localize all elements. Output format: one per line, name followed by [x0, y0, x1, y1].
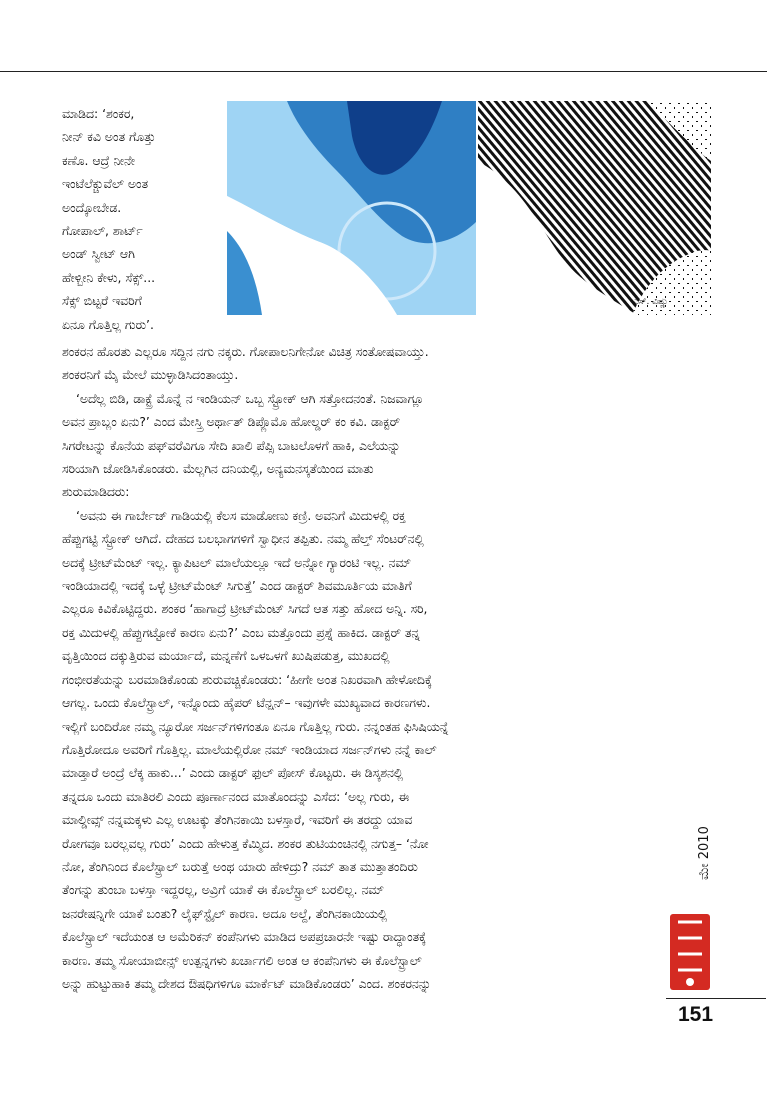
body-line: ಅನ್ನು ಹುಟ್ಟುಹಾಕಿ ತಮ್ಮ ದೇಶದ ಔಷಧಿಗಳಿಗೂ ಮಾರ್ಕೆಟ್ ಮಾಡಿಕೊಂಡರು’ ಎಂದ. ಶಂಕರನನ್ನು: [62, 976, 432, 991]
body-line: ಕಾರಣ. ತಮ್ಮ ಸೋಯಾಬೀನ್ಸ್ ಉತ್ಪನ್ನಗಳು ಖರ್ಚಾಗಲಿ ಅಂತ ಆ ಕಂಪೆನಿಗಳು ಈ ಕೊಲೆಸ್ಟ್ರಾಲ್: [62, 953, 422, 968]
body-line: ಇಂಡಿಯಾದಲ್ಲಿ ಇದಕ್ಕೆ ಒಳ್ಳೆ ಟ್ರೀಟ್‌ಮೆಂಟ್ ಸಿಗುತ್ತೆ’ ಎಂದ ಡಾಕ್ಟರ್ ಶಿವಮೂರ್ತಿಯ ಮಾತಿಗೆ: [62, 579, 412, 594]
body-line: ಗಂಭೀರತೆಯನ್ನು ಬರಮಾಡಿಕೊಂಡು ಶುರುವಚ್ಚಿಕೊಂಡರು: ‘ಹೀಗೇ ಅಂತ ನಿಖರವಾಗಿ ಹೇಳೋದಿಕ್ಕೆ: [62, 672, 433, 687]
body-line: ಆಗಲ್ಲ. ಒಂದು ಕೊಲೆಸ್ಟ್ರಾಲ್, ಇನ್ನೊಂದು ಹೈಪರ್ ಟೆನ್ಷನ್– ಇವುಗಳೇ ಮುಖ್ಯವಾದ ಕಾರಣಗಳು.: [62, 696, 431, 711]
side-line: ಅಂದ್ಕೋಬೇಡ.: [62, 199, 122, 215]
body-line: ಅದಕ್ಕೆ ಟ್ರೀಟ್‌ಮೆಂಟ್ ಇಲ್ಲ. ಕ್ಯಾಪಿಟಲ್ ಮಾಲೆಯಲ್ಲೂ ಇದೆ ಅನ್ನೋ ಗ್ಯಾರಂಟಿ ಇಲ್ಲ. ನಮ್: [62, 555, 411, 570]
body-line: ಶುರುಮಾಡಿದರು:: [62, 485, 130, 500]
body-line: ಶಂಕರನಿಗೆ ಮೈ ಮೇಲೆ ಮುಳ್ಳಾಡಿಸಿದಂತಾಯ್ತು.: [62, 368, 239, 383]
illustration-credit: ಎಸ್. ವಿಷ್ಣು: [633, 297, 669, 307]
page-number: 151: [678, 1003, 714, 1026]
side-line: ಅಂಡ್ ಸ್ವೀಟ್ ಆಗಿ: [62, 246, 135, 262]
footer-rule: [666, 998, 766, 999]
body-line: ಮಾಲ್ಡೀವ್ಸ್ ನನ್ನಮಕ್ಕಳು ಎಲ್ಲ ಊಟಕ್ಕು ತೆಂಗಿನಕಾಯಿ ಬಳಸ್ತಾರೆ, ಇವರಿಗೆ ಈ ತರದ್ದು ಯಾವ: [62, 813, 413, 828]
body-line: ಕೊಲೆಸ್ಟ್ರಾಲ್ ಇದೆಯಂತ ಆ ಅಮೆರಿಕನ್ ಕಂಪೆನಿಗಳು ಮಾಡಿದ ಅಪಪ್ರಚಾರನೇ ಇಷ್ಟು ರಾದ್ಧಾಂತಕ್ಕೆ: [62, 930, 427, 945]
side-line: ಏನೂ ಗೊತ್ತಿಲ್ಲ ಗುರು’.: [62, 316, 154, 332]
body-line: ಅವನ ಪ್ರಾಬ್ಲಂ ಏನು?’ ಎಂದ ಮೇಸ್ತ್ರಿ ಅರ್ಥಾತ್ ಡಿಪ್ಲೊಮೊ ಹೋಲ್ಡರ್ ಕಂ ಕವಿ. ಡಾಕ್ಟರ್: [62, 415, 401, 430]
side-line: ಕಣೊ. ಆದ್ರೆ ನೀನೇ: [62, 152, 135, 168]
issue-date: ಮೇ 2010: [697, 826, 712, 880]
side-column-text: [62, 102, 222, 336]
body-line: ಮಾಡ್ತಾರೆ ಅಂದ್ರೆ ಲೆಕ್ಕ ಹಾಕು...’ ಎಂದು ಡಾಕ್ಟರ್ ಫುಲ್ ಪೋಸ್ ಕೊಟ್ಟರು. ಈ ಡಿಸ್ಕಶನಲ್ಲಿ: [62, 766, 404, 781]
body-line: ‘ಅದೆಲ್ಲ ಬಿಡಿ, ಡಾಕ್ಟ್ರೆ ಮೊನ್ನೆ ನ ಇಂಡಿಯನ್ ಒಬ್ಬ ಸ್ಟ್ರೋಕ್ ಆಗಿ ಸತ್ತೋದನಂತೆ. ನಿಜವಾಗ್ಲೂ: [76, 391, 424, 406]
side-line: ಹೇಳ್ಬೀನಿ ಕೇಳು, ಸೆಕ್ಸ್...: [62, 269, 156, 285]
body-line: ಜನರೇಷನ್ನಿಗೇ ಯಾಕೆ ಬಂತು? ಲೈಫ್‌ಸ್ಟೈಲ್ ಕಾರಣ. ಅದೂ ಅಲ್ದೆ, ತೆಂಗಿನಕಾಯಿಯಲ್ಲಿ: [62, 906, 388, 921]
article-body: [62, 341, 658, 996]
side-line: ನೀನ್ ಕವಿ ಅಂತ ಗೊತ್ತು: [62, 129, 156, 145]
body-line: ವೃತ್ತಿಯಿಂದ ದಕ್ಕುತ್ತಿರುವ ಮರ್ಯಾದೆ, ಮನ್ನಣೆಗೆ ಒಳಒಳಗೆ ಖುಷಿಪಡುತ್ತ, ಮುಖದಲ್ಲಿ: [62, 649, 390, 664]
body-line: ಸಿಗರೇಟನ್ನು ಕೊನೆಯ ಪಫ್‌ವರೆವಿಗೂ ಸೇದಿ ಖಾಲಿ ಪೆಪ್ಸಿ ಬಾಟಲೊಳಗೆ ಹಾಕಿ, ಎಲೆಯನ್ನು: [62, 438, 401, 453]
body-line: ‘ಅವನು ಈ ಗಾರ್ಬೇಜ್ ಗಾಡಿಯಲ್ಲಿ ಕೆಲಸ ಮಾಡೋಣು ಕಣ್ರಿ. ಅವನಿಗೆ ಮಿದುಳಲ್ಲಿ ರಕ್ತ: [76, 508, 406, 523]
body-line: ಸರಿಯಾಗಿ ಜೋಡಿಸಿಕೊಂಡರು. ಮೆಲ್ಲಗಿನ ದನಿಯಲ್ಲಿ, ಅನ್ಯಮನಸ್ಕತೆಯಿಂದ ಮಾತು: [62, 462, 374, 477]
body-line: ತೆಂಗನ್ನು ತುಂಬಾ ಬಳಸ್ತಾ ಇದ್ದರಲ್ಲ, ಅವ್ರಿಗೆ ಯಾಕೆ ಈ ಕೊಲೆಸ್ಟ್ರಾಲ್ ಬರಲಿಲ್ಲ. ನಮ್: [62, 883, 384, 898]
magazine-logo: [668, 912, 712, 992]
side-line: ಸೆಕ್ಸ್ ಬಿಟ್ಟರೆ ಇವರಿಗೆ: [62, 293, 142, 309]
body-line: ಶಂಕರನ ಹೊರತು ಎಲ್ಲರೂ ಸದ್ದಿನ ನಗು ನಕ್ಕರು. ಗೋಪಾಲನಿಗೇನೋ ವಿಚಿತ್ರ ಸಂತೋಷವಾಯ್ತು.: [62, 345, 429, 359]
body-line: ಎಲ್ಲರೂ ಕಿವಿಕೊಟ್ಟಿದ್ದರು. ಶಂಕರ ‘ಹಾಗಾದ್ರೆ ಟ್ರೀಟ್‌ಮೆಂಟ್ ಸಿಗದೆ ಆತ ಸತ್ತು ಹೋದ ಅನ್ನಿ. ಸರಿ,: [62, 602, 428, 617]
side-line: ಇಂಟೆಲೆಕ್ಚುವೆಲ್ ಅಂತ: [62, 176, 149, 192]
side-line: ಗೋಪಾಲ್, ಶಾರ್ಟ್: [62, 223, 143, 239]
body-line: ತನ್ನದೂ ಒಂದು ಮಾತಿರಲಿ ಎಂದು ಪೂರ್ಣಾನಂದ ಮಾತೊಂದನ್ನು ಎಸೆದ: ‘ಅಲ್ಲ ಗುರು, ಈ: [62, 789, 409, 804]
story-illustration: [227, 101, 711, 315]
body-line: ರೋಗವೂ ಬರಲ್ಲವಲ್ಲ ಗುರು’ ಎಂದು ಹೇಳುತ್ತ ಕೆಮ್ಮಿದ. ಶಂಕರ ತುಟಿಯಂಚಿನಲ್ಲಿ ನಗುತ್ತ– ‘ನೋ: [62, 836, 429, 851]
body-line: ರಕ್ತ ಮಿದುಳಲ್ಲಿ ಹೆಪ್ಪುಗಟ್ಟೋಕೆ ಕಾರಣ ಏನು?’ ಎಂಬ ಮತ್ತೊಂದು ಪ್ರಶ್ನೆ ಹಾಕಿದ. ಡಾಕ್ಟರ್ ತನ್ನ: [62, 625, 420, 640]
body-line: ನೋ, ತೆಂಗಿನಿಂದ ಕೊಲೆಸ್ಟ್ರಾಲ್ ಬರುತ್ತೆ ಅಂಥ ಯಾರು ಹೇಳಿದ್ರು? ನಮ್ ತಾತ ಮುತ್ತಾತಂದಿರು: [62, 859, 418, 874]
body-line: ಗೊತ್ತಿರೋದೂ ಅವರಿಗೆ ಗೊತ್ತಿಲ್ಲ. ಮಾಲೆಯಲ್ಲಿರೋ ನಮ್ ಇಂಡಿಯಾದ ಸರ್ಜನ್‌ಗಳು ನನ್ನೆ ಕಾಲ್: [62, 742, 437, 757]
header-rule: [0, 71, 767, 72]
body-line: ಇಲ್ಲಿಗೆ ಬಂದಿರೋ ನಮ್ಮ ನ್ಯೂರೋ ಸರ್ಜನ್‌ಗಳಿಗಂತೂ ಏನೂ ಗೊತ್ತಿಲ್ಲ ಗುರು. ನನ್ನಂತಹ ಫಿಸಿಷಿಯನ್ನೆ: [62, 719, 449, 734]
body-line: ಹೆಪ್ಪುಗಟ್ಟಿ ಸ್ಟ್ರೋಕ್ ಆಗಿದೆ. ದೇಹದ ಬಲಭಾಗಗಳಿಗೆ ಸ್ವಾಧೀನ ತಪ್ಪಿತು. ನಮ್ಮ ಹೆಲ್ತ್ ಸೆಂಟರ್‌ನಲ್ಲಿ: [62, 532, 424, 547]
side-line: ಮಾಡಿದ: ‘ಶಂಕರ,: [62, 106, 135, 121]
